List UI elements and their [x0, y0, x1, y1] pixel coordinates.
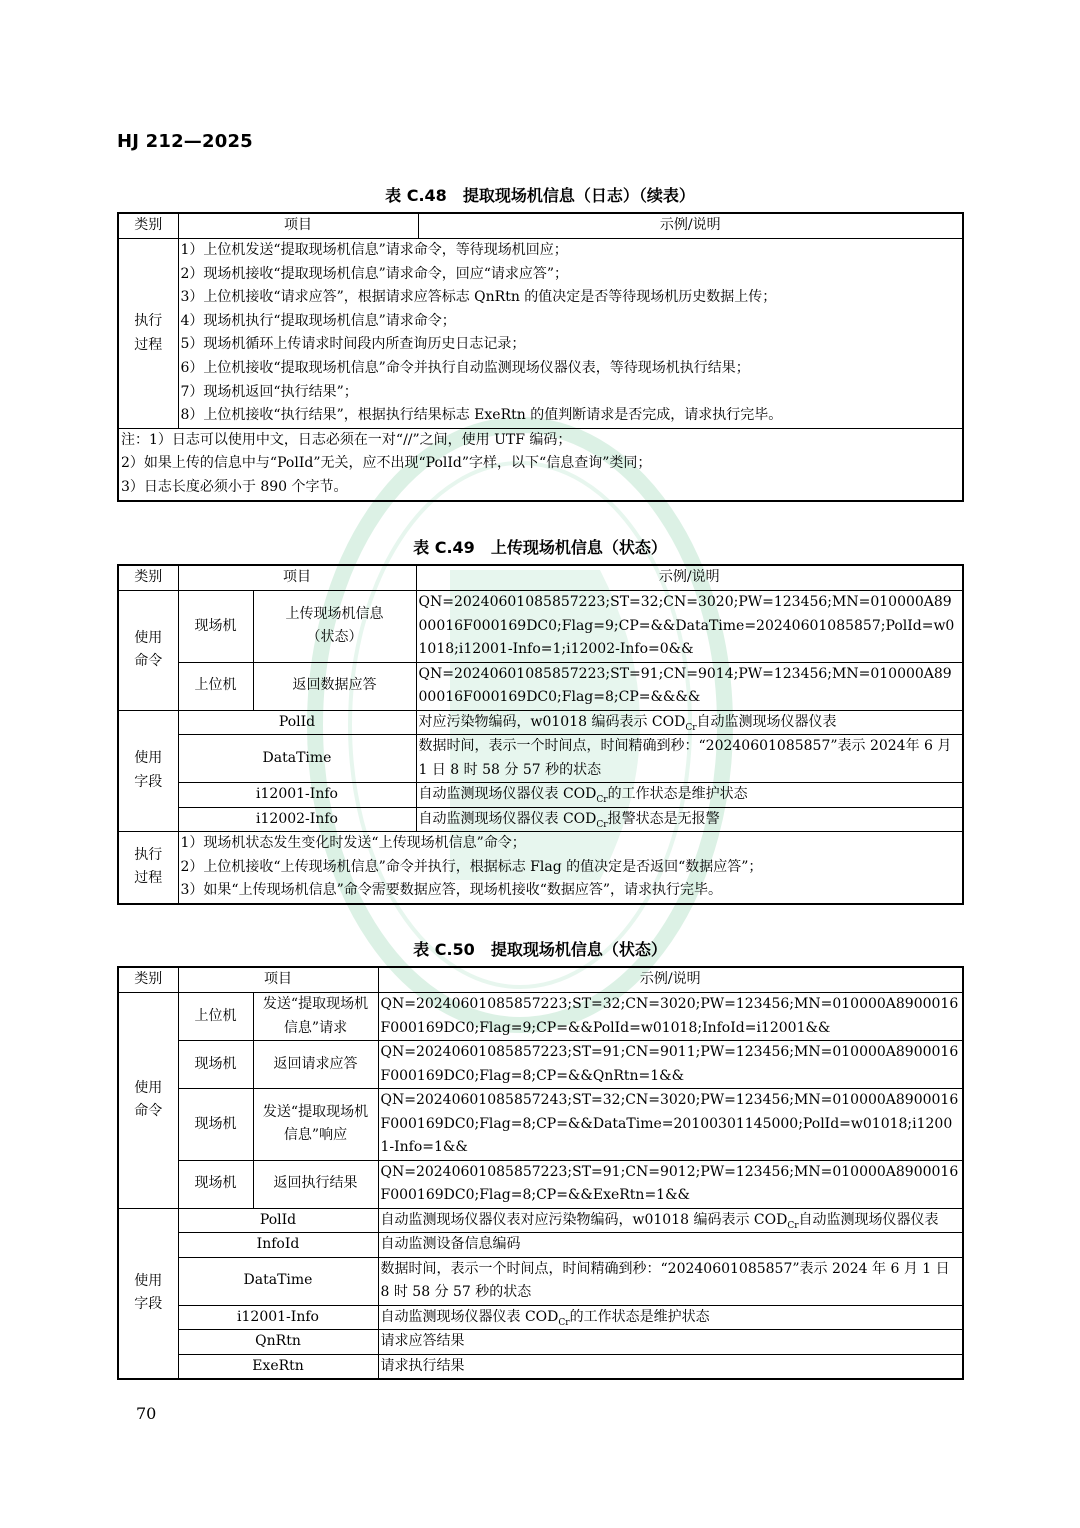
- table-c48-caption: 表 C.48 提取现场机信息（日志）（续表）: [385, 186, 695, 205]
- cmd-row: [118, 1089, 963, 1161]
- field-row: [118, 1233, 963, 1258]
- cmd-item: 发送“提取现场机信息”响应: [253, 1089, 378, 1161]
- field-name: i12002-Info: [178, 807, 416, 832]
- cmd-side: 上位机: [178, 993, 253, 1041]
- cmd-example: QN=20240601085857243;ST=32;CN=3020;PW=123456;MN=010000A8900016F000169DC0;Flag=8;CP=&&DataTime=20100301145000;PolId=w01018;i12001-Info=1&&: [378, 1089, 963, 1161]
- cmd-item: 发送“提取现场机信息”请求: [253, 993, 378, 1041]
- cmd-label: 使用命令: [118, 993, 178, 1209]
- cmd-label: 使用命令: [118, 591, 178, 711]
- exec-steps: [178, 239, 963, 429]
- header-category: 类别: [118, 565, 178, 591]
- exec-label: 执行过程: [118, 832, 178, 904]
- field-desc: 请求执行结果: [378, 1354, 963, 1379]
- cmd-example: QN=20240601085857223;ST=91;CN=9012;PW=123456;MN=010000A8900016F000169DC0;Flag=8;CP=&&ExeRtn=1&&: [378, 1160, 963, 1208]
- field-row: [118, 1354, 963, 1379]
- field-desc: 请求应答结果: [378, 1330, 963, 1355]
- header-example: 示例/说明: [378, 967, 963, 993]
- field-desc: 自动监测现场仪器仪表 $COD_{Cr}$的工作状态是维护状态: [378, 1305, 963, 1330]
- standard-number: HJ 212—2025: [117, 131, 253, 152]
- cmd-row: [118, 591, 963, 663]
- notes-row: [118, 428, 963, 500]
- field-name: i12001-Info: [178, 783, 416, 808]
- header-item: 项目: [178, 565, 416, 591]
- exec-step: 1）现场机状态发生变化时发送“上传现场机信息”命令；: [180, 835, 526, 851]
- exec-row: [118, 239, 963, 429]
- field-row: [118, 807, 963, 832]
- header-item: 项目: [178, 213, 418, 239]
- cmd-example: QN=20240601085857223;ST=32;CN=3020;PW=123456;MN=010000A8900016F000169DC0;Flag=9;CP=&&DataTime=20240601085857;PolId=w01018;i12001-Info=1;i12002-Info=0&&: [416, 591, 963, 663]
- page-number: 70: [136, 1404, 157, 1423]
- field-desc: 自动监测现场仪器仪表对应污染物编码，w01018 编码表示 $COD_{Cr}$自动监测现场仪器仪表: [378, 1208, 963, 1233]
- table-c49-caption: 表 C.49 上传现场机信息（状态）: [413, 538, 667, 557]
- field-name: PolId: [178, 1208, 378, 1233]
- field-desc: 对应污染物编码，w01018 编码表示 $COD_{Cr}$自动监测现场仪器仪表: [416, 710, 963, 735]
- field-row: [118, 1257, 963, 1305]
- field-row: [118, 1330, 963, 1355]
- cmd-item: 返回数据应答: [253, 662, 416, 710]
- cmd-example: QN=20240601085857223;ST=91;CN=9014;PW=123456;MN=010000A8900016F000169DC0;Flag=8;CP=&&&&: [416, 662, 963, 710]
- field-name: PolId: [178, 710, 416, 735]
- header-category: 类别: [118, 213, 178, 239]
- note: 2）如果上传的信息中与“PolId”无关，应不出现“PolId”字样，以下“信息查询”类同；: [121, 455, 652, 472]
- field-desc: 数据时间，表示一个时间点，时间精确到秒：“20240601085857”表示 2024 年 6 月 1 日 8 时 58 分 57 秒的状态: [378, 1257, 963, 1305]
- field-name: QnRtn: [178, 1330, 378, 1355]
- cmd-row: [118, 1041, 963, 1089]
- cmd-row: [118, 1160, 963, 1208]
- table-header-row: [118, 565, 963, 591]
- field-name: DataTime: [178, 735, 416, 783]
- cmd-example: QN=20240601085857223;ST=91;CN=9011;PW=123456;MN=010000A8900016F000169DC0;Flag=8;CP=&&QnRtn=1&&: [378, 1041, 963, 1089]
- note: 注：1）日志可以使用中文，日志必须在一对“//”之间，使用 UTF 编码；: [121, 431, 572, 448]
- field-desc: 自动监测现场仪器仪表 $COD_{Cr}$报警状态是无报警: [416, 807, 963, 832]
- header-example: 示例/说明: [418, 213, 963, 239]
- cmd-row: [118, 993, 963, 1041]
- exec-step: 7）现场机返回“执行结果”；: [180, 383, 358, 400]
- header-example: 示例/说明: [416, 565, 963, 591]
- exec-step: 4）现场机执行“提取现场机信息”请求命令；: [180, 312, 456, 329]
- exec-step: 3）上位机接收“请求应答”，根据请求应答标志 QnRtn 的值决定是否等待现场机历史数据上传；: [180, 289, 777, 306]
- field-name: ExeRtn: [178, 1354, 378, 1379]
- field-name: i12001-Info: [178, 1305, 378, 1330]
- header-category: 类别: [118, 967, 178, 993]
- table-c50: [117, 966, 964, 1380]
- field-desc: 自动监测现场仪器仪表 $COD_{Cr}$的工作状态是维护状态: [416, 783, 963, 808]
- cmd-item: 上传现场机信息（状态）: [253, 591, 416, 663]
- table-c50-caption: 表 C.50 提取现场机信息（状态）: [413, 940, 667, 959]
- exec-step: 1）上位机发送“提取现场机信息”请求命令，等待现场机回应；: [180, 242, 568, 258]
- field-desc: 数据时间，表示一个时间点，时间精确到秒：“20240601085857”表示 2024年 6 月 1 日 8 时 58 分 57 秒的状态: [416, 735, 963, 783]
- field-row: [118, 735, 963, 783]
- exec-step: 6）上位机接收“提取现场机信息”命令并执行自动监测现场仪器仪表，等待现场机执行结果；: [180, 359, 750, 376]
- cmd-side: 现场机: [178, 591, 253, 663]
- exec-step: 2）现场机接收“提取现场机信息”请求命令，回应“请求应答”；: [180, 265, 569, 282]
- table-c49: [117, 564, 964, 905]
- exec-step: 5）现场机循环上传请求时间段内所查询历史日志记录；: [180, 336, 526, 353]
- table-c48: [117, 212, 964, 502]
- exec-row: [118, 832, 963, 904]
- header-item: 项目: [178, 967, 378, 993]
- cmd-row: [118, 662, 963, 710]
- field-name: DataTime: [178, 1257, 378, 1305]
- cmd-side: 现场机: [178, 1089, 253, 1161]
- exec-step: 2）上位机接收“上传现场机信息”命令并执行，根据标志 Flag 的值决定是否返回“数据应答”；: [180, 858, 763, 875]
- note: 3）日志长度必须小于 890 个字节。: [121, 478, 348, 495]
- table-header-row: [118, 213, 963, 239]
- field-desc: 自动监测设备信息编码: [378, 1233, 963, 1258]
- field-row: [118, 1208, 963, 1233]
- notes: [118, 428, 963, 500]
- exec-step: 3）如果“上传现场机信息”命令需要数据应答，现场机接收“数据应答”，请求执行完毕。: [180, 882, 723, 898]
- exec-step: 8）上位机接收“执行结果”，根据执行结果标志 ExeRtn 的值判断请求是否完成，请求执行完毕。: [180, 407, 783, 424]
- field-label: 使用字段: [118, 1208, 178, 1379]
- cmd-side: 现场机: [178, 1160, 253, 1208]
- field-row: [118, 1305, 963, 1330]
- field-row: [118, 783, 963, 808]
- cmd-example: QN=20240601085857223;ST=32;CN=3020;PW=123456;MN=010000A8900016F000169DC0;Flag=9;CP=&&PolId=w01018;InfoId=i12001&&: [378, 993, 963, 1041]
- field-name: InfoId: [178, 1233, 378, 1258]
- cmd-side: 现场机: [178, 1041, 253, 1089]
- cmd-side: 上位机: [178, 662, 253, 710]
- cmd-item: 返回请求应答: [253, 1041, 378, 1089]
- field-label: 使用字段: [118, 710, 178, 832]
- table-header-row: [118, 967, 963, 993]
- field-row: [118, 710, 963, 735]
- exec-label: 执行过程: [118, 239, 178, 429]
- exec-steps: [178, 832, 963, 904]
- cmd-item: 返回执行结果: [253, 1160, 378, 1208]
